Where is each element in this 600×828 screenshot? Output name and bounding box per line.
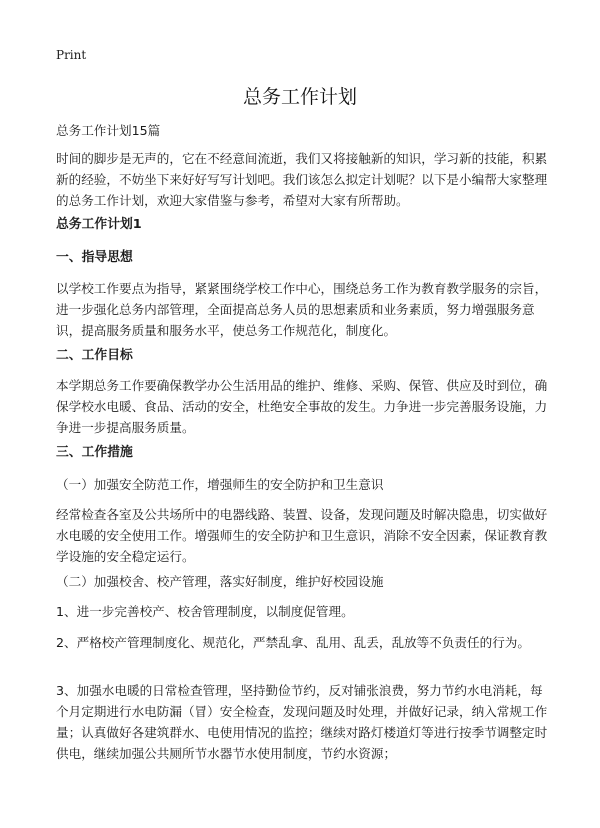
- paragraph: （一）加强安全防范工作，增强师生的安全防护和卫生意识: [56, 477, 384, 492]
- section-heading: 一、指导思想: [56, 250, 133, 265]
- section-heading: 三、工作措施: [56, 445, 133, 460]
- paragraph: 经常检查各室及公共场所中的电器线路、装置、设备，发现问题及时解决隐患，切实做好水电暖的安全使用工作。增强师生的安全防护和卫生意识，消除不安全因素，保证教育教学设施的安全稳定运行。: [56, 507, 548, 564]
- paragraph: 1、进一步完善校产、校舍管理制度，以制度促管理。: [56, 604, 354, 619]
- paragraph: 以学校工作要点为指导，紧紧围绕学校工作中心，围绕总务工作为教育教学服务的宗旨，进一步强化总务内部管理，全面提高总务人员的思想素质和业务素质，努力增强服务意识，提高服务质量和服务水平，使总务工作规范化，制度化。: [56, 281, 548, 338]
- paragraph: 3、加强水电暖的日常检查管理，坚持勤俭节约，反对铺张浪费，努力节约水电消耗，每个月定期进行水电防漏（冒）安全检查，发现问题及时处理，并做好记录，纳入常规工作量；认真做好各建筑群水、电使用情况的监控；继续对路灯楼道灯等进行按季节调整定时供电，继续加强公共厕所节水器节水使用制度，节约水资源；: [56, 683, 548, 761]
- paragraph: 时间的脚步是无声的，它在不经意间流逝，我们又将接触新的知识，学习新的技能，积累新的经验，不妨坐下来好好写写计划吧。我们该怎么拟定计划呢？以下是小编帮大家整理的总务工作计划，欢迎大家借鉴与参考，希望对大家有所帮助。: [56, 151, 548, 208]
- paragraph: 总务工作计划15篇: [56, 123, 161, 138]
- page-title: 总务工作计划: [242, 86, 357, 108]
- paragraph: 本学期总务工作要确保教学办公生活用品的维护、维修、采购、保管、供应及时到位，确保学校水电暖、食品、活动的安全，杜绝安全事故的发生。力争进一步完善服务设施，力争进一步提高服务质量。: [56, 378, 548, 435]
- paragraph: 2、严格校产管理制度化、规范化，严禁乱拿、乱用、乱丢，乱放等不负责任的行为。: [56, 635, 530, 650]
- section-heading: 二、工作目标: [56, 348, 133, 363]
- section-heading: 总务工作计划1: [56, 217, 142, 232]
- print-link[interactable]: Print: [56, 48, 87, 62]
- paragraph: （二）加强校舍、校产管理，落实好制度，维护好校园设施: [56, 574, 384, 589]
